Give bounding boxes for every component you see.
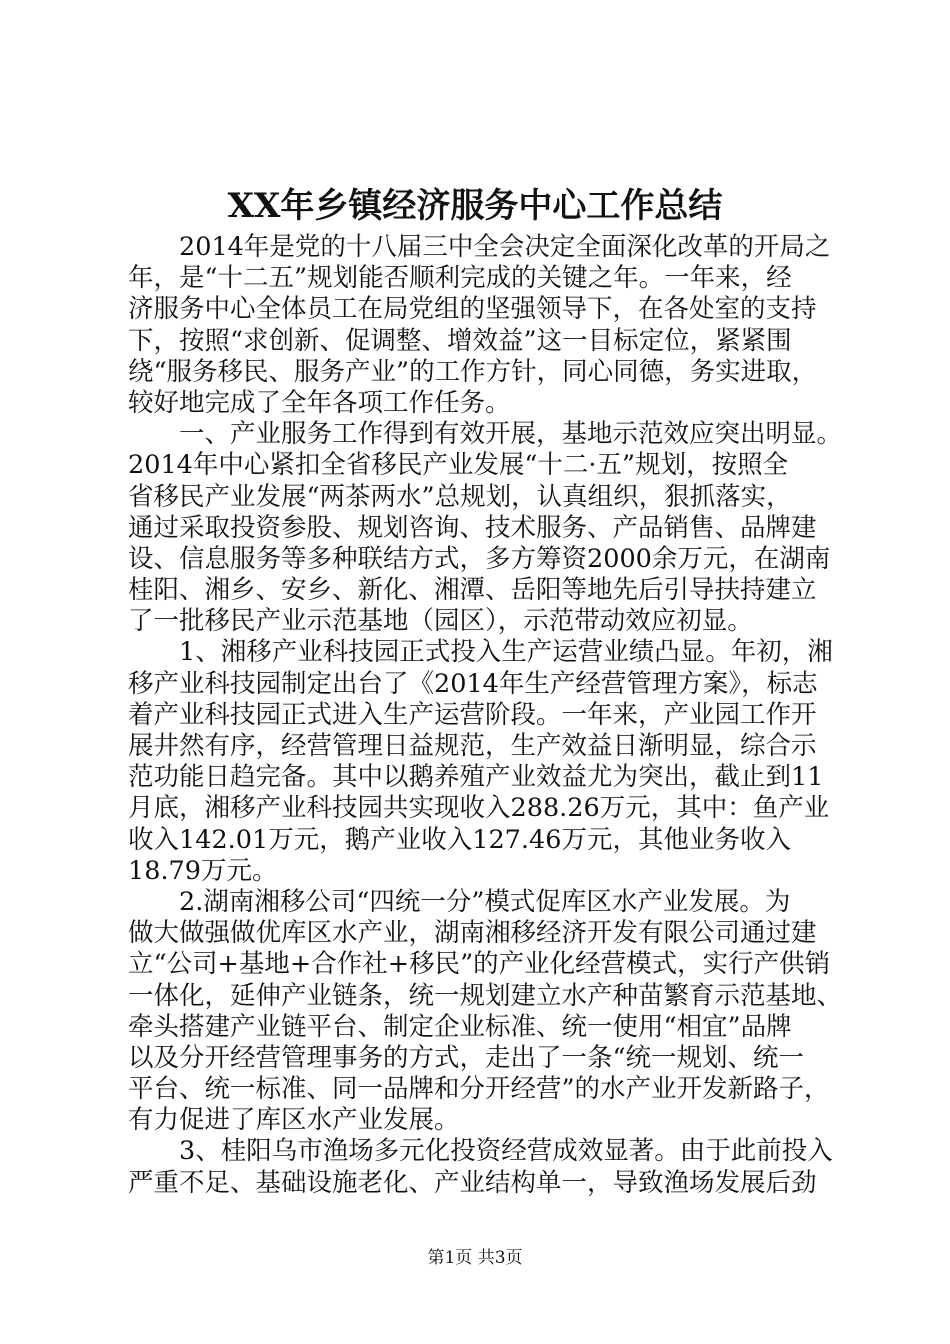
- body-line: 展井然有序，经营管理日益规范，生产效益日渐明显，综合示: [128, 731, 817, 761]
- body-line: 2014年中心紧扣全省移民产业发展“十二·五”规划，按照全: [128, 450, 789, 481]
- body-line: 2.湖南湘移公司“四统一分”模式促库区水产业发展。为: [179, 886, 791, 917]
- body-line: 做大做强做优库区水产业，湖南湘移经济开发有限公司通过建: [128, 918, 817, 949]
- body-line: 较好地完成了全年各项工作任务。: [128, 387, 511, 418]
- body-line: 下，按照“求创新、促调整、增效益”这一目标定位，紧紧围: [128, 325, 792, 356]
- body-line: 桂阳、湘乡、安乡、新化、湘潭、岳阳等地先后引导扶持建立: [128, 575, 817, 606]
- body-line: 立“公司+基地+合作社+移民”的产业化经营模式，实行产供销: [128, 949, 831, 980]
- section-heading-line: 一、产业服务工作得到有效开展，基地示范效应突出明显。: [179, 419, 843, 450]
- body-line: 移产业科技园制定出台了《2014年生产经营管理方案》，标志: [128, 668, 818, 699]
- body-line: 以及分开经营管理事务的方式，走出了一条“统一规划、统一: [128, 1042, 805, 1073]
- document-title: XX年乡镇经济服务中心工作总结: [227, 186, 723, 226]
- body-line: 18.79万元。: [128, 855, 278, 886]
- body-line: 有力促进了库区水产业发展。: [128, 1105, 460, 1136]
- body-line: 设、信息服务等多种联结方式，多方筹资2000余万元，在湖南: [128, 543, 831, 574]
- document-body: [128, 232, 843, 1199]
- body-line: 着产业科技园正式进入生产运营阶段。一年来，产业园工作开: [128, 699, 817, 730]
- body-line: 3、桂阳乌市渔场多元化投资经营成效显著。由于此前投入: [179, 1136, 833, 1167]
- body-line: 年，是“十二五”规划能否顺利完成的关键之年。一年来，经: [128, 263, 792, 294]
- body-line: 绕“服务移民、服务产业”的工作方针，同心同德，务实进取，: [128, 356, 818, 387]
- body-line: 牵头搭建产业链平台、制定企业标准、统一使用“相宜”品牌: [128, 1011, 792, 1042]
- body-line: 通过采取投资参股、规划咨询、技术服务、产品销售、品牌建: [128, 512, 817, 543]
- body-line: 月底，湘移产业科技园共实现收入288.26万元，其中：鱼产业: [128, 793, 830, 824]
- body-line: 范功能日趋完备。其中以鹅养殖产业效益尤为突出，截止到11: [128, 762, 824, 793]
- body-line: 了一批移民产业示范基地（园区），示范带动效应初显。: [128, 606, 753, 637]
- body-line: 严重不足、基础设施老化、产业结构单一，导致渔场发展后劲: [128, 1167, 817, 1198]
- body-line: 平台、统一标准、同一品牌和分开经营”的水产业开发新路子，: [128, 1074, 830, 1105]
- body-line: 收入142.01万元，鹅产业收入127.46万元，其他业务收入: [128, 824, 791, 855]
- body-line: 1、湘移产业科技园正式投入生产运营业绩凸显。年初，湘: [179, 637, 833, 668]
- page-footer: 第1页 共3页: [427, 1248, 523, 1268]
- body-line: 一体化，延伸产业链条，统一规划建立水产种苗繁育示范基地、: [128, 980, 843, 1011]
- body-line: 2014年是党的十八届三中全会决定全面深化改革的开局之: [179, 232, 831, 262]
- body-line: 济服务中心全体员工在局党组的坚强领导下，在各处室的支持: [128, 294, 817, 325]
- body-line: 省移民产业发展“两茶两水”总规划，认真组织，狠抓落实，: [128, 481, 792, 512]
